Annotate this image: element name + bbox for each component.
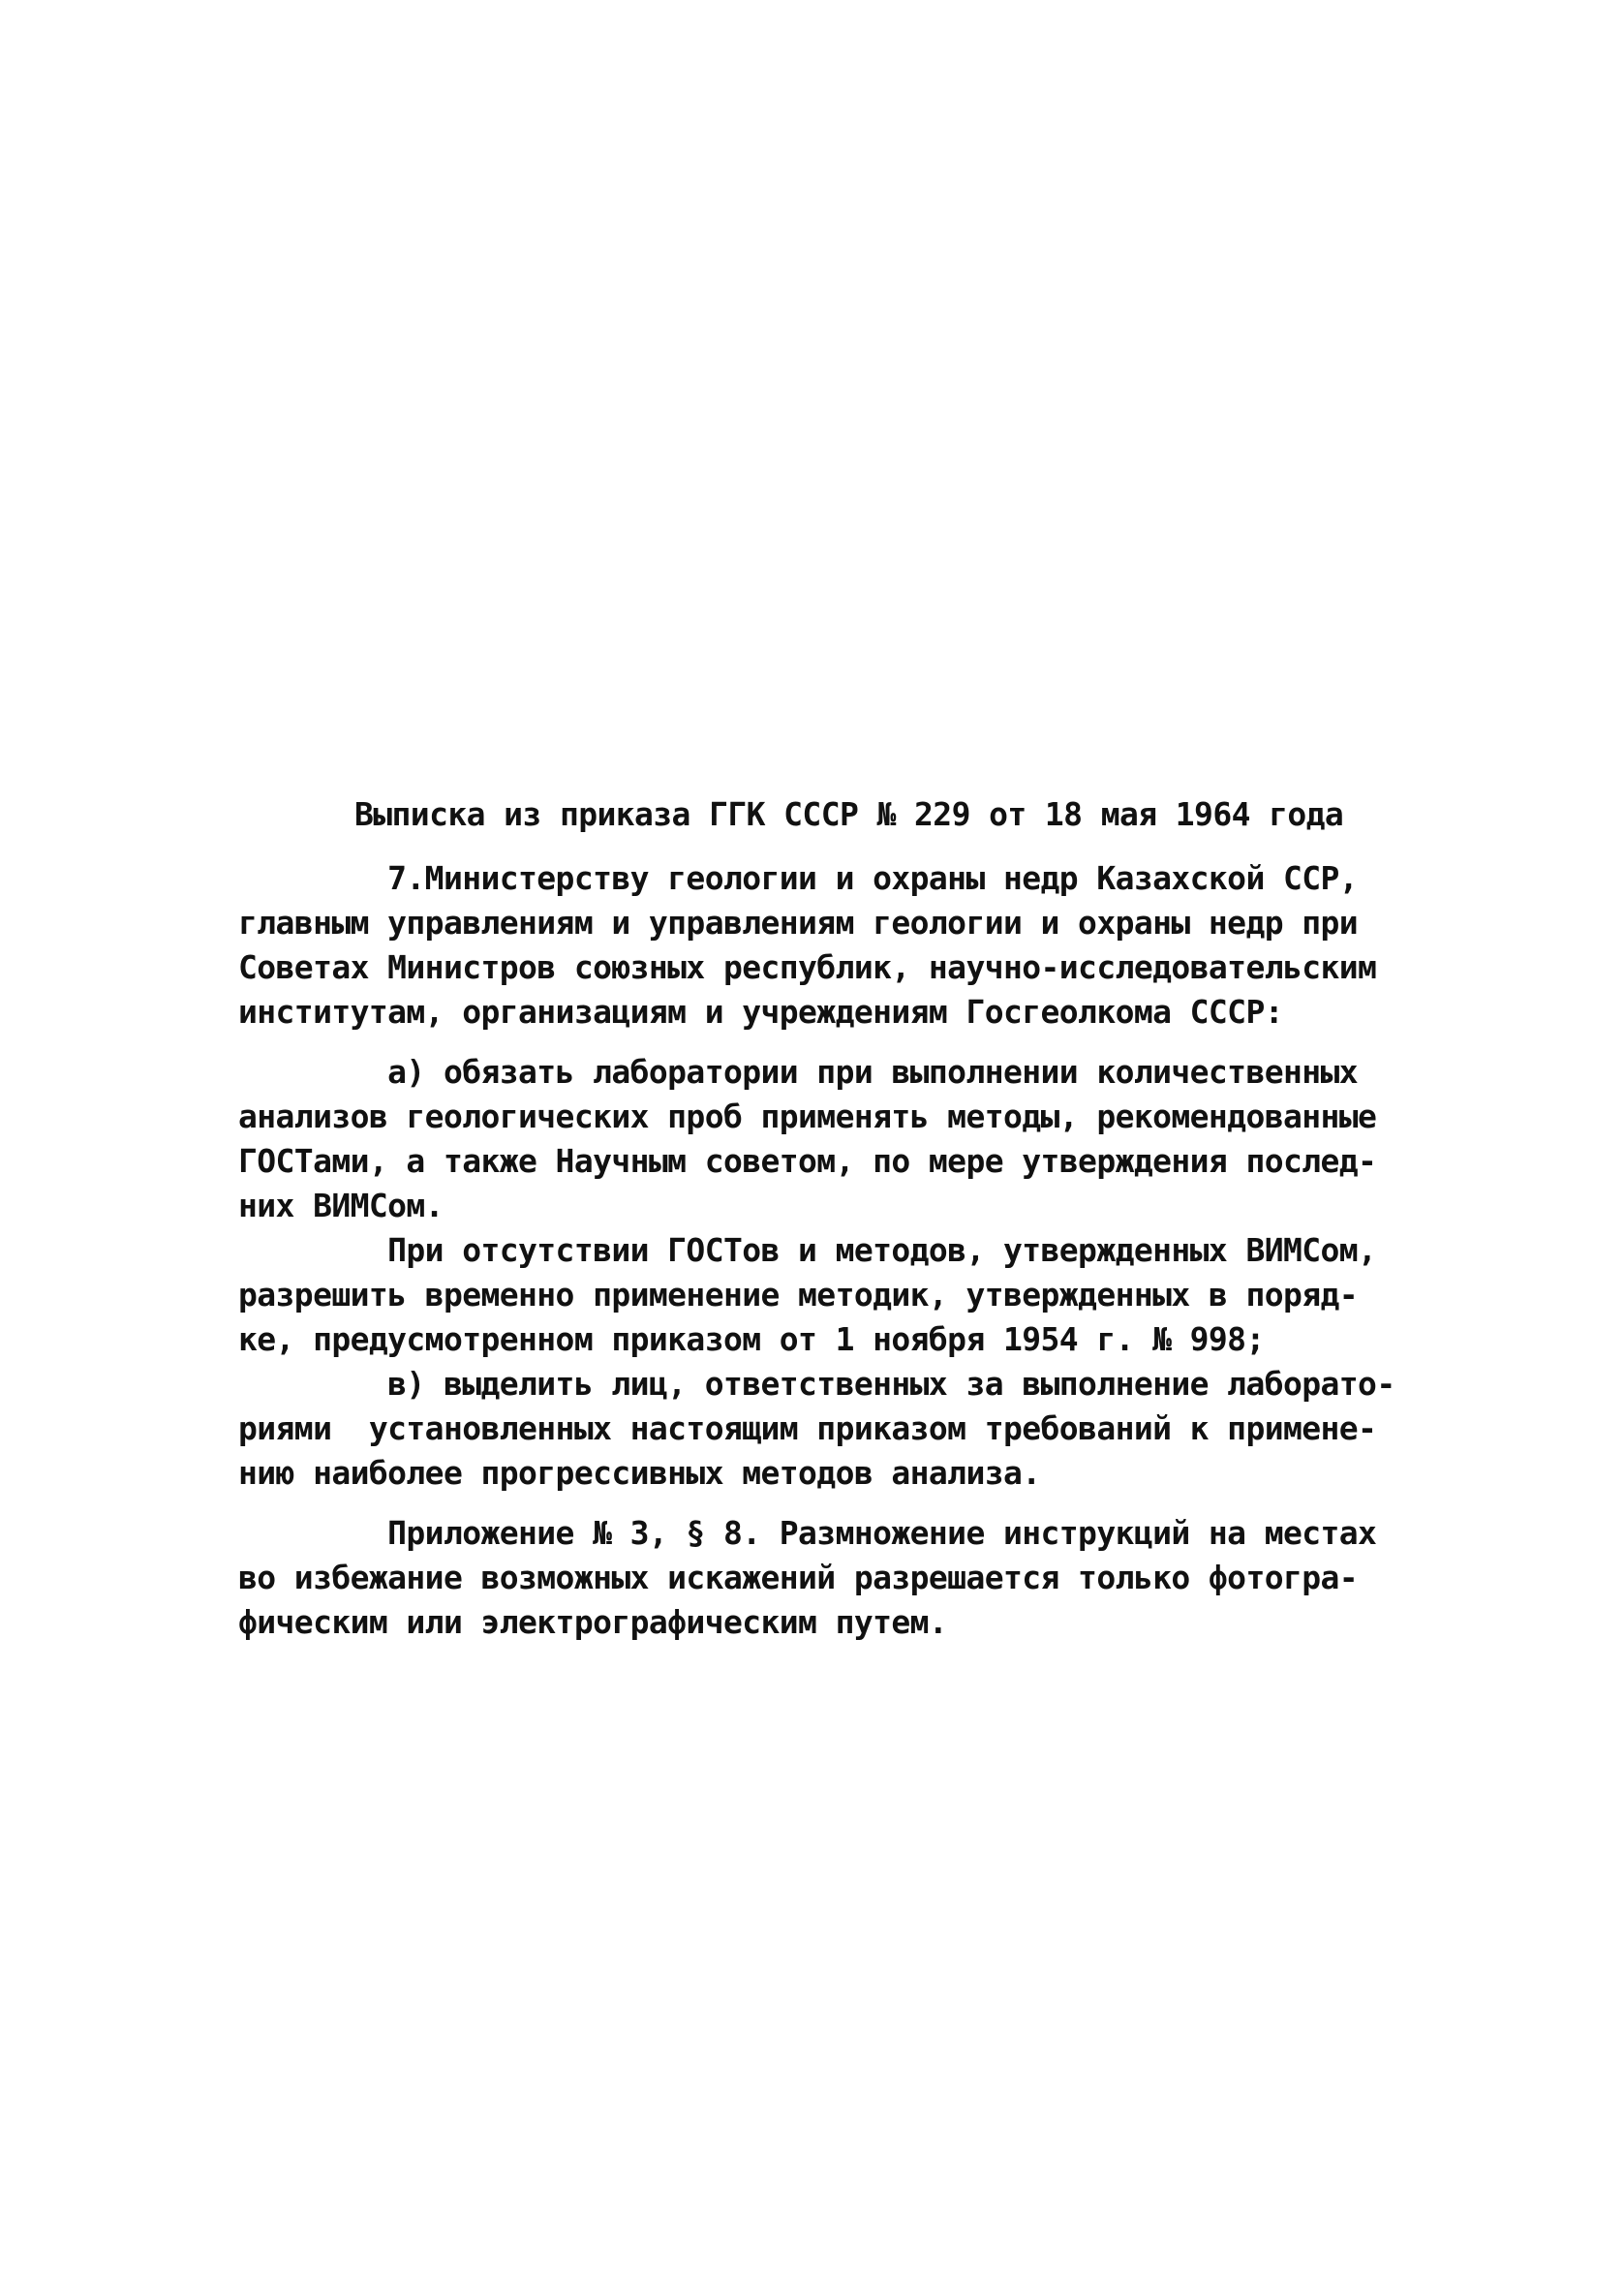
order-extract-text bbox=[238, 792, 1400, 1645]
text-line: нию наиболее прогрессивных методов анализа. bbox=[238, 1454, 1041, 1492]
text-line: во избежание возможных искажений разрешается только фотогра- bbox=[238, 1559, 1359, 1596]
text-line: а) обязать лаборатории при выполнении количественных bbox=[238, 1053, 1359, 1091]
paragraph-absence-of-gosts bbox=[238, 1228, 1400, 1362]
text-line: институтам, организациям и учреждениям Госгеолкома СССР: bbox=[238, 993, 1283, 1031]
paragraph-ministry-instruction bbox=[238, 856, 1400, 1035]
text-line: 7.Министерству геологии и охраны недр Казахской ССР, bbox=[238, 859, 1359, 897]
text-line: разрешить временно применение методик, утвержденных в поряд- bbox=[238, 1276, 1359, 1314]
text-line: Приложение № 3, § 8. Размножение инструкций на местах bbox=[238, 1514, 1377, 1552]
paragraph-appendix-3 bbox=[238, 1511, 1400, 1645]
paragraph-item-a bbox=[238, 1050, 1400, 1228]
text-line: риями установленных настоящим приказом требований к примене- bbox=[238, 1409, 1377, 1447]
document-title: Выписка из приказа ГГК СССР № 229 от 18 мая 1964 года bbox=[354, 795, 1344, 833]
text-line: ГОСТами, а также Научным советом, по мере утверждения послед- bbox=[238, 1142, 1377, 1180]
text-line: фическим или электрографическим путем. bbox=[238, 1603, 948, 1641]
text-line: в) выделить лиц, ответственных за выполнение лаборато- bbox=[238, 1365, 1395, 1403]
paragraph-item-v bbox=[238, 1362, 1400, 1496]
text-line: анализов геологических проб применять методы, рекомендованные bbox=[238, 1098, 1377, 1135]
text-line: Советах Министров союзных республик, научно-исследовательским bbox=[238, 948, 1377, 986]
text-line: ке, предусмотренном приказом от 1 ноября 1954 г. № 998; bbox=[238, 1320, 1265, 1358]
text-line: главным управлениям и управлениям геологии и охраны недр при bbox=[238, 904, 1359, 942]
text-line: них ВИМСом. bbox=[238, 1187, 444, 1224]
text-line: При отсутствии ГОСТов и методов, утвержденных ВИМСом, bbox=[238, 1231, 1377, 1269]
